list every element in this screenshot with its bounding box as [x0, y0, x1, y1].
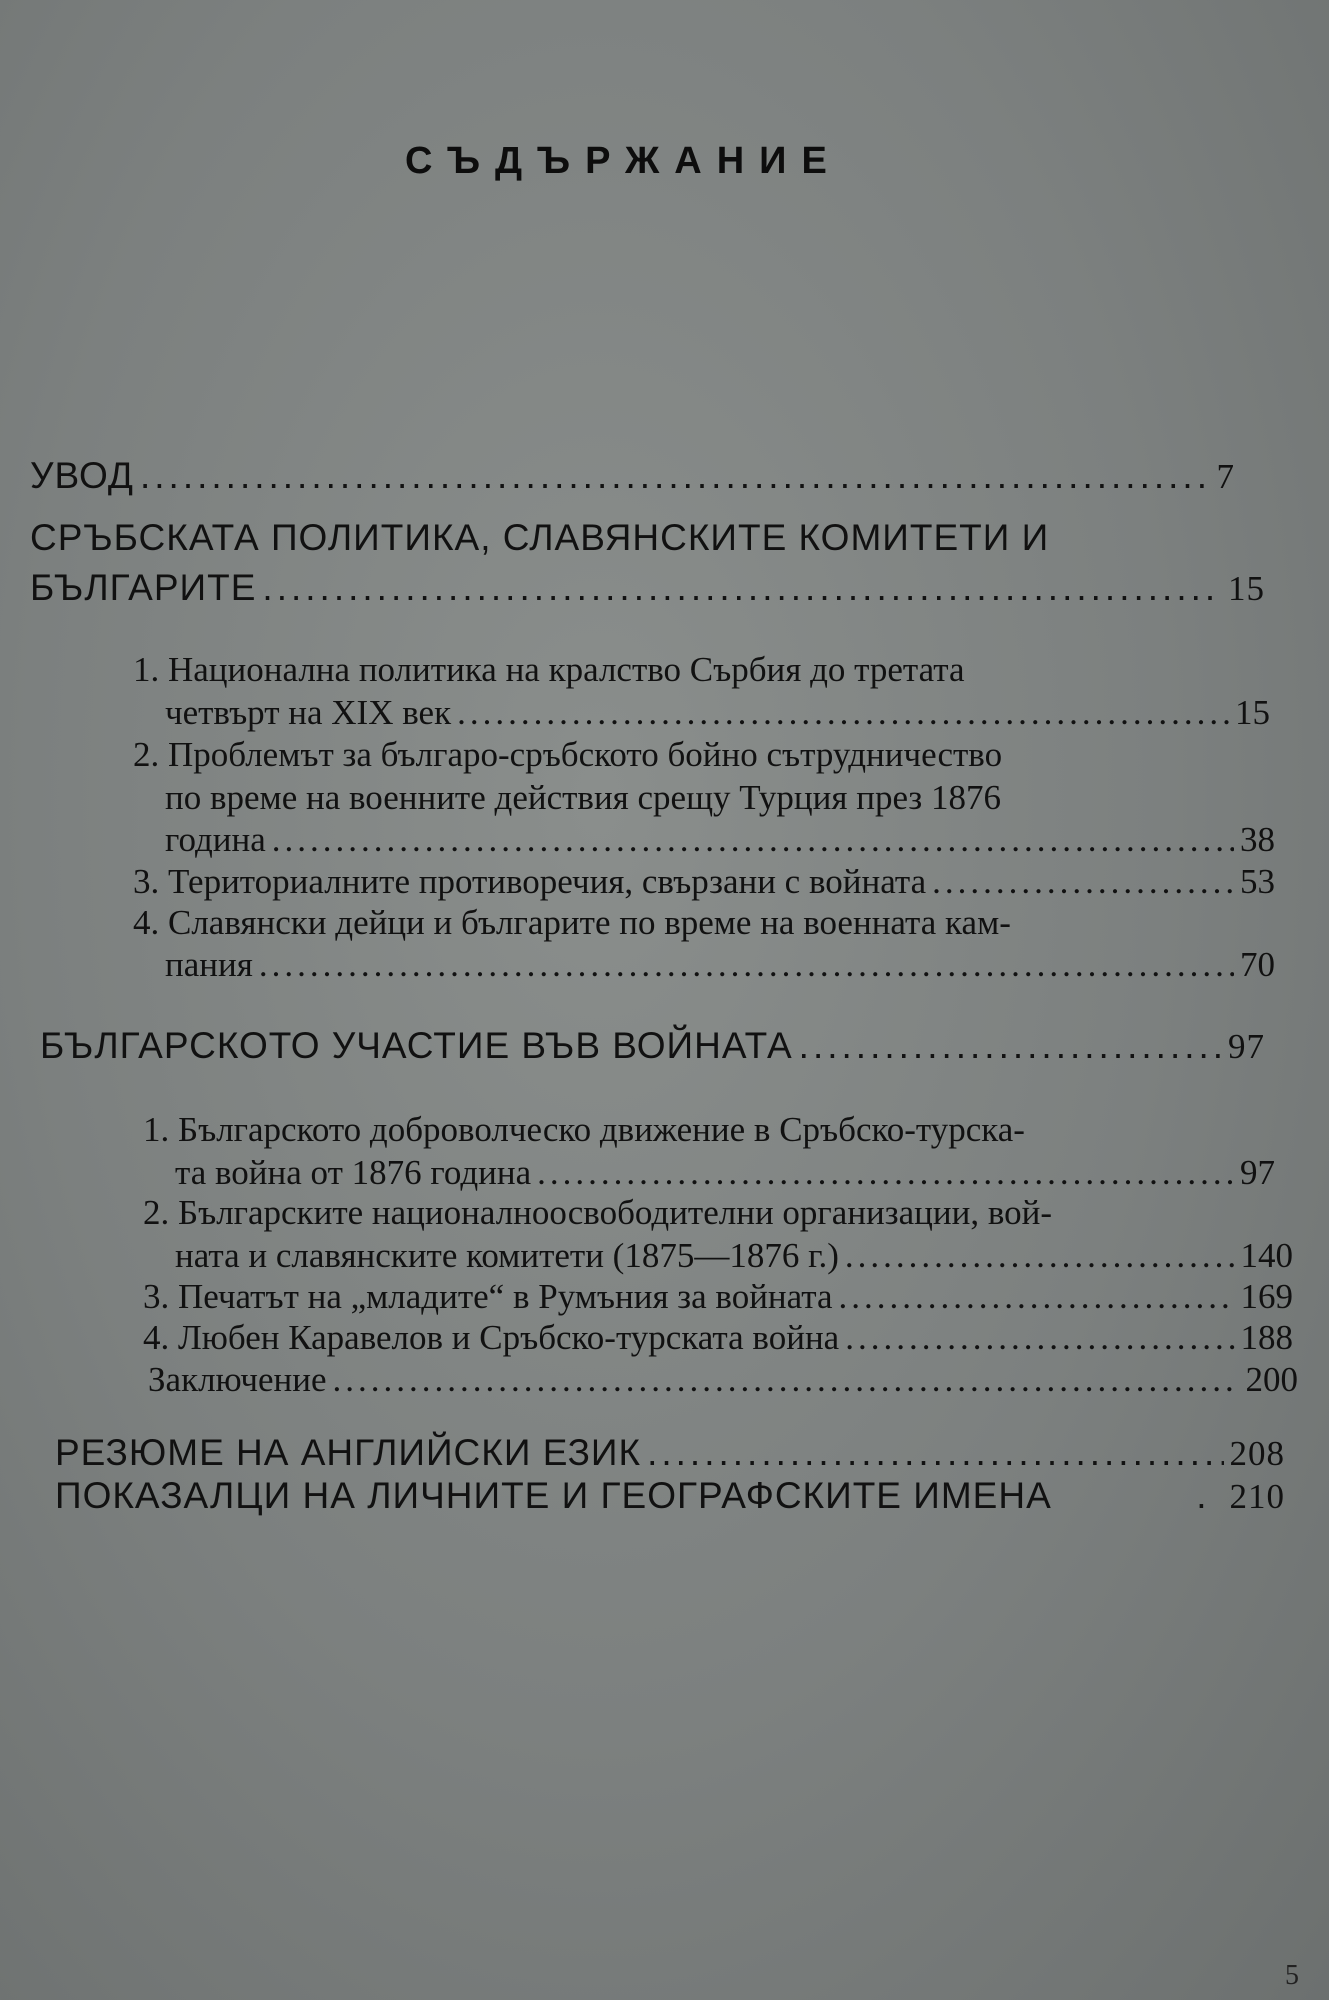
leader-dots: [259, 945, 1234, 985]
toc-subentry-line[interactable]: [133, 650, 1273, 690]
toc-entry-text: пания: [165, 945, 253, 984]
toc-page-number: 70: [1240, 945, 1275, 984]
toc-entry-text: Заключение: [148, 1360, 327, 1399]
leader-dots: [537, 1153, 1234, 1193]
toc-entry-text: УВОД: [30, 455, 134, 496]
toc-entry-text: 4. Славянски дейци и българите по време на военната кам-: [133, 903, 1011, 942]
toc-subentry-line[interactable]: [143, 1110, 1278, 1150]
leader-dots: [647, 1432, 1223, 1474]
toc-page-number: 15: [1235, 693, 1270, 732]
toc-page-number: 200: [1245, 1360, 1298, 1399]
toc-entry-text: по време на военните действия срещу Турция през 1876: [165, 778, 1002, 817]
toc-subentry-1-3[interactable]: [133, 862, 1275, 902]
page-title: СЪДЪРЖАНИЕ: [405, 140, 842, 182]
toc-entry-conclusion[interactable]: [148, 1360, 1298, 1400]
toc-chapter-title-line[interactable]: [30, 517, 1235, 559]
toc-entry-index[interactable]: [55, 1475, 1285, 1517]
toc-entry-chapter-1[interactable]: [30, 567, 1265, 609]
toc-subentry-2-1[interactable]: [175, 1153, 1275, 1193]
toc-subentry-line[interactable]: [133, 903, 1273, 943]
toc-page-number: 208: [1229, 1434, 1285, 1473]
toc-subentry-line[interactable]: [165, 778, 1270, 818]
toc-page-number: 15: [1228, 569, 1265, 608]
toc-entry-text: ната и славянските комитети (1875—1876 г.): [175, 1236, 839, 1275]
leader-dots: [262, 567, 1222, 609]
toc-entry-text: БЪЛГАРСКОТО УЧАСТИЕ ВЪВ ВОЙНАТА: [40, 1025, 793, 1066]
toc-entry-text: ПОКАЗАЛЦИ НА ЛИЧНИТЕ И ГЕОГРАФСКИТЕ ИМЕНА: [55, 1475, 1052, 1516]
toc-subentry-2-3[interactable]: [143, 1277, 1293, 1317]
toc-page-number: 210: [1229, 1477, 1285, 1516]
toc-page-number: 38: [1240, 820, 1275, 859]
toc-entry-text: 1. Национална политика на кралство Сърбия до третата: [133, 650, 965, 689]
toc-page-number: 97: [1240, 1153, 1275, 1192]
toc-subentry-1-4[interactable]: [165, 945, 1275, 985]
toc-entry-intro[interactable]: [30, 455, 1235, 497]
toc-entry-chapter-2[interactable]: [40, 1025, 1265, 1067]
toc-page-number: 53: [1240, 862, 1275, 901]
toc-entry-text: 3. Териториалните противоречия, свързани с войната: [133, 862, 927, 901]
toc-entry-text: СРЪБСКАТА ПОЛИТИКА, СЛАВЯНСКИТЕ КОМИТЕТИ И: [30, 517, 1050, 558]
leader-dots: [457, 693, 1229, 733]
toc-entry-text: РЕЗЮМЕ НА АНГЛИЙСКИ ЕЗИК: [55, 1432, 642, 1473]
toc-entry-text: четвърт на XIX век: [165, 693, 452, 732]
toc-entry-text: 2. Българските националноосвободителни организации, вой-: [143, 1193, 1053, 1232]
toc-entry-text: та война от 1876 година: [175, 1153, 532, 1192]
toc-entry-text: БЪЛГАРИТЕ: [30, 567, 257, 608]
leader-dots: [845, 1318, 1234, 1358]
toc-subentry-1-1[interactable]: [165, 693, 1270, 733]
toc-subentry-1-2[interactable]: [165, 820, 1275, 860]
leader-dot: .: [1196, 1475, 1208, 1516]
toc-entry-english-summary[interactable]: [55, 1432, 1285, 1474]
toc-page-number: 140: [1240, 1236, 1293, 1275]
leader-dots: [140, 455, 1211, 497]
page-number: 5: [1285, 1960, 1299, 1991]
toc-entry-text: 4. Любен Каравелов и Сръбско-турската война: [143, 1318, 840, 1357]
toc-subentry-2-4[interactable]: [143, 1318, 1293, 1358]
leader-dots: [333, 1360, 1240, 1400]
toc-page-number: 7: [1216, 457, 1235, 496]
leader-dots: [932, 862, 1234, 902]
toc-entry-text: 2. Проблемът за българо-сръбското бойно сътрудничество: [133, 735, 1003, 774]
toc-entry-text: година: [165, 820, 266, 859]
leader-dots: [799, 1025, 1222, 1067]
leader-dots: [839, 1277, 1235, 1317]
toc-subentry-line[interactable]: [133, 735, 1273, 775]
toc-subentry-line[interactable]: [143, 1193, 1278, 1233]
toc-page-number: 169: [1240, 1277, 1293, 1316]
leader-dots: [272, 820, 1234, 860]
toc-page-number: 97: [1228, 1027, 1265, 1066]
toc-entry-text: 1. Българското доброволческо движение в Сръбско-турска-: [143, 1110, 1025, 1149]
toc-subentry-2-2[interactable]: [175, 1236, 1293, 1276]
toc-page-number: 188: [1240, 1318, 1293, 1357]
toc-entry-text: 3. Печатът на „младите“ в Румъния за войната: [143, 1277, 833, 1316]
leader-dots: [845, 1236, 1235, 1276]
